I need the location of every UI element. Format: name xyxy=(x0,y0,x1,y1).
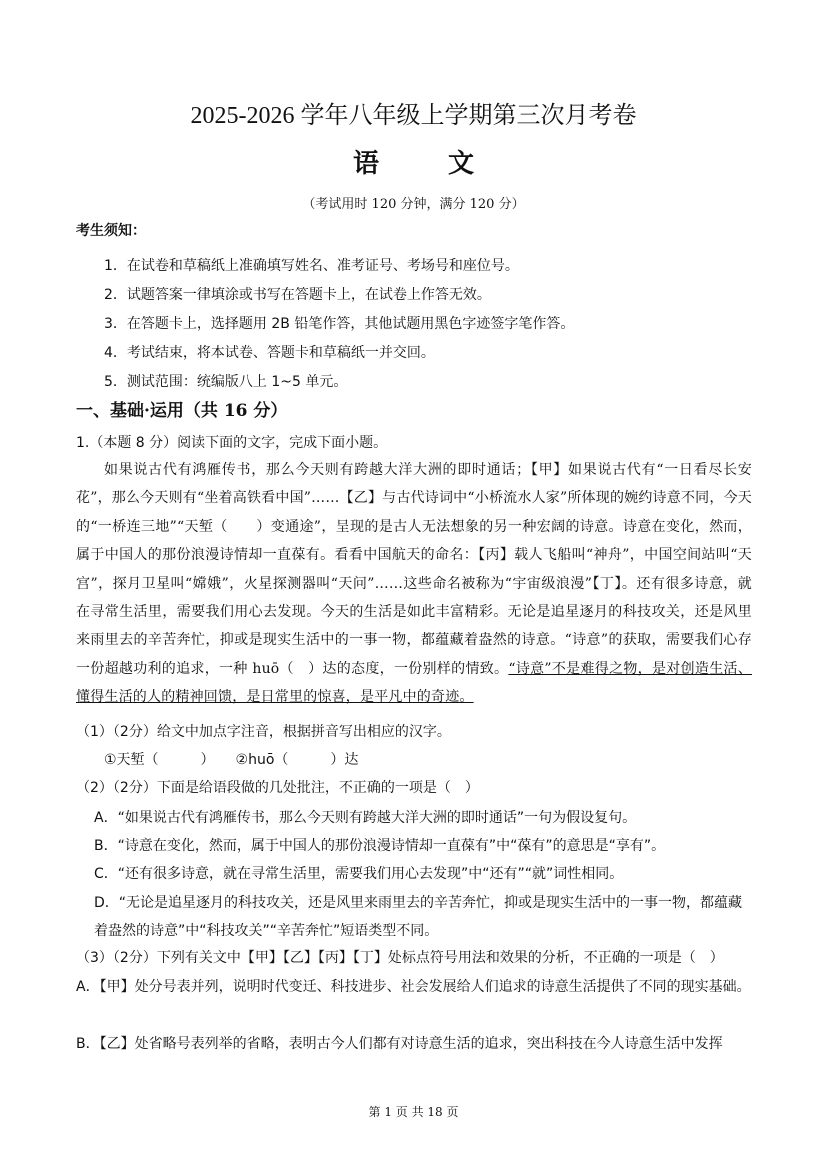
option-b-punctuation: B．【乙】处省略号表列举的省略，表明古今人们都有对诗意生活的追求，突出科技在今人诗意生活中发挥 xyxy=(76,1036,723,1052)
option-a: A．“如果说古代有鸿雁传书，那么今天则有跨越大洋大洲的即时通话”一句为假设复句。 xyxy=(94,810,637,826)
option-d: D．“无论是追星逐月的科技攻关，还是风里来雨里去的辛苦奔忙，抑或是现实生活中的一事一物，都蕴藏着盎然的诗意”中“科技攻关”“辛苦奔忙”短语类型不同。 xyxy=(94,895,743,939)
question-stem: 1.（本题 8 分）阅读下面的文字，完成下面小题。 xyxy=(76,435,388,451)
passage-text: 如果说古代有鸿雁传书，那么今天则有跨越大洋大洲的即时通话；【甲】如果说古代有“一日看尽长安花”，那么今天则有“坐着高铁看中国”……【乙】与古代诗词中“小桥流水人家”所体现的婉约诗意不同，今天的“一桥连三地”“天堑（ ）变通途”，呈现的是古人无法想象的另一种宏阔的诗意。诗意在变化，然而，属于中国人的那份浪漫诗情却一直葆有。看看中国航天的命名：【丙】载人飞船叫“神舟”，中国空间站叫“天宫”，探月卫星叫“嫦娥”，火星探测器叫“天问”……这些命名被称为“宇宙级浪漫”【丁】。还有很多诗意，就在寻常生活里，需要我们用心去发现。今天的生活是如此丰富精彩。无论是追星逐月的科技攻关，还是风里来雨里去的辛苦奔忙，抑或是现实生活中的一事一物，都蕴藏着盎然的诗意。“诗意”的获取，需要我们心存一份超越功利的追求，一种 huō（ ）达的态度，一份别样的情致。 xyxy=(76,462,752,677)
section-title: 一、基础·运用（共 16 分） xyxy=(76,401,288,421)
page-number: 第 1 页 共 18 页 xyxy=(368,1105,459,1119)
reading-passage xyxy=(76,456,752,712)
notice-item: 3．在答题卡上，选择题用 2B 铅笔作答，其他试题用黑色字迹签字笔作答。 xyxy=(104,316,575,332)
option-c: C．“还有很多诗意，就在寻常生活里，需要我们用心去发现”中“还有”“就”词性相同。 xyxy=(94,866,624,882)
subquestion-1-blanks: ①天堑（ ） ②huō（ ）达 xyxy=(104,752,359,768)
passage-underlined-text: “诗意”不是难得之物，是对创造生活、懂得生活的人的精神回馈，是日常里的惊喜，是平凡中的奇迹。 xyxy=(76,660,752,706)
option-a-punctuation: A．【甲】处分号表并列，说明时代变迁、科技进步、社会发展给人们追求的诗意生活提供了不同的现实基础。 xyxy=(76,979,751,995)
notice-title: 考生须知： xyxy=(76,223,146,239)
subquestion-2-prompt: （2）（2分）下面是给语段做的几处批注，不正确的一项是（ ） xyxy=(76,780,479,796)
notice-item: 4．考试结束，将本试卷、答题卡和草稿纸一并交回。 xyxy=(104,345,435,361)
exam-title: 2025-2026 学年八年级上学期第三次月考卷 xyxy=(190,103,637,129)
subquestion-1-prompt: （1）（2分）给文中加点字注音，根据拼音写出相应的汉字。 xyxy=(76,724,451,740)
notice-item: 1．在试卷和草稿纸上准确填写姓名、准考证号、考场号和座位号。 xyxy=(104,258,519,274)
notice-item: 5．测试范围：统编版八上 1~5 单元。 xyxy=(104,374,348,390)
notice-list xyxy=(104,252,574,397)
notice-item: 2．试题答案一律填涂或书写在答题卡上，在试卷上作答无效。 xyxy=(104,287,491,303)
subquestion-3-prompt: （3）（2分）下列有关文中【甲】【乙】【丙】【丁】处标点符号用法和效果的分析，不正确的一项是（ ） xyxy=(76,950,724,966)
option-b: B．“诗意在变化，然而，属于中国人的那份浪漫诗情却一直葆有”中“葆有”的意思是“享有”。 xyxy=(94,838,666,854)
subject-title: 语 文 xyxy=(352,149,505,179)
exam-info: （考试用时 120 分钟，满分 120 分） xyxy=(302,197,525,212)
